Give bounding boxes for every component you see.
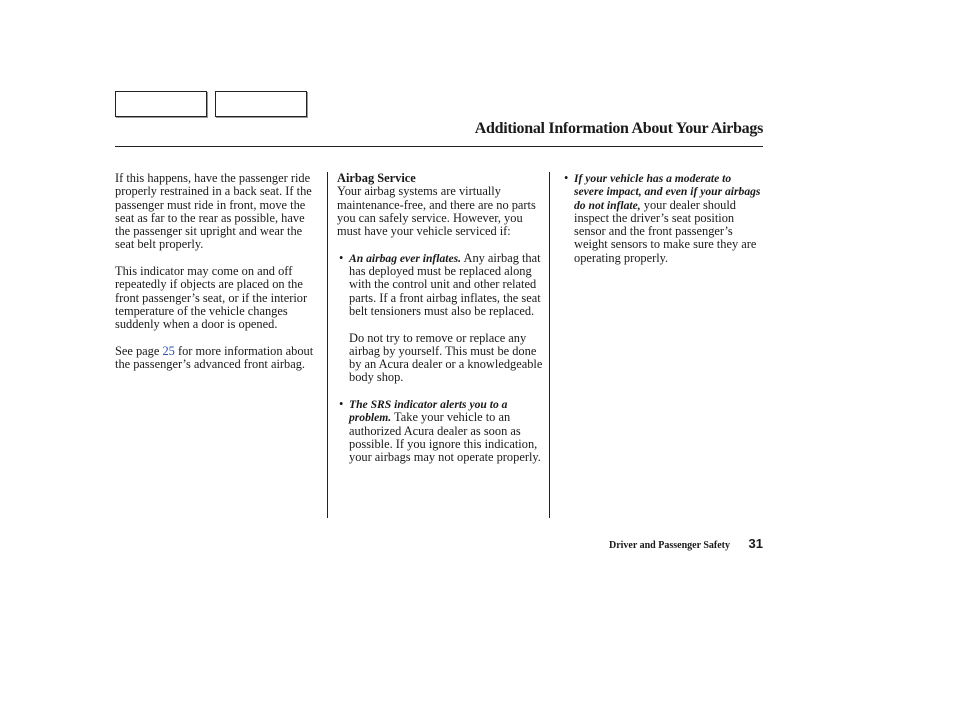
- paragraph: This indicator may come on and off repeatedly if objects are placed on the front passenger’s seat, or if the interior temperature of the vehicle changes suddenly when a door is opened.: [115, 264, 308, 332]
- paragraph-text: Your airbag systems are virtually maintenance-free, and there are no parts you can safely service. However, you must have your vehicle serviced if:: [337, 184, 536, 239]
- bullet-icon: •: [339, 397, 344, 412]
- list-item: [337, 398, 545, 464]
- page-25-link[interactable]: 25: [162, 343, 175, 358]
- page-title: Additional Information About Your Airbags: [474, 120, 763, 137]
- nav-previous-button[interactable]: [115, 91, 207, 117]
- text-column-2: [337, 172, 545, 478]
- paragraph: Do not try to remove or replace any airbag by yourself. This must be done by an Acura dealer or a knowledgeable body shop.: [349, 330, 543, 385]
- footer-section-title: Driver and Passenger Safety: [608, 540, 730, 551]
- bullet-lead: The SRS indicator alerts you to a problem.: [349, 398, 508, 425]
- column-divider: [549, 172, 550, 518]
- paragraph-text: See page: [115, 343, 163, 358]
- bullet-lead: If your vehicle has a moderate to severe impact, and even if your airbags do not inflate,: [574, 172, 761, 212]
- bullet-text: Any airbag that has deployed must be replaced along with the control unit and other related parts. If a front airbag inflates, the seat belt tensioners must also be replaced.: [349, 250, 541, 318]
- list-item: [337, 252, 545, 318]
- paragraph: If this happens, have the passenger ride properly restrained in a back seat. If the passenger must ride in front, move the seat as far to the rear as possible, have the passenger sit upright and wear the seat belt properly.: [115, 171, 312, 252]
- paragraph-text: for more information about the passenger’s advanced front airbag.: [115, 343, 314, 372]
- text-column-3: [562, 172, 762, 278]
- section-heading: Airbag Service: [337, 171, 416, 185]
- bullet-icon: •: [339, 250, 344, 265]
- paragraph: [115, 345, 315, 372]
- page-number: 31: [748, 536, 763, 551]
- airbag-service-section: [337, 172, 545, 238]
- bullet-text: your dealer should inspect the driver’s seat position sensor and the front passenger’s weight sensors to make sure they are operating properly.: [574, 197, 757, 265]
- nav-next-button[interactable]: [215, 91, 307, 117]
- bullet-lead: An airbag ever inflates.: [349, 251, 462, 265]
- bullet-icon: •: [564, 171, 569, 185]
- bullet-text: Take your vehicle to an authorized Acura dealer as soon as possible. If you ignore this indication, your airbags may not operate properly.: [349, 410, 541, 465]
- title-rule: [115, 146, 763, 147]
- list-item: [562, 172, 762, 265]
- text-column-1: [115, 172, 315, 385]
- column-divider: [327, 172, 328, 518]
